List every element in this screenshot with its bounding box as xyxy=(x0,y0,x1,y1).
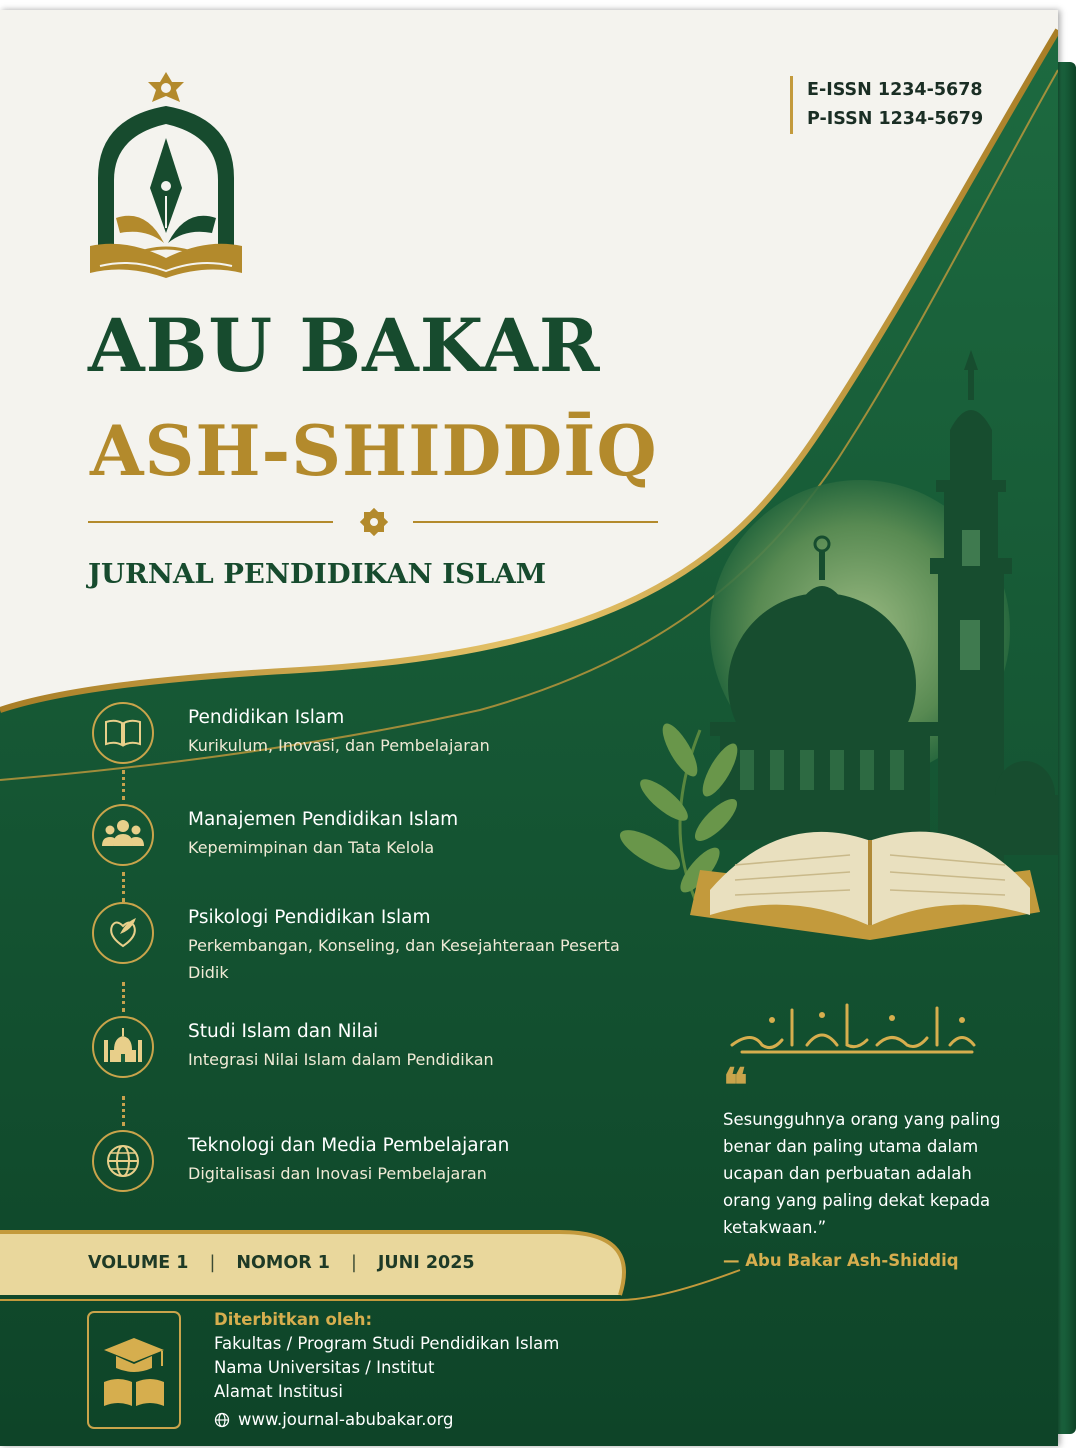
issue-number: NOMOR 1 xyxy=(236,1253,330,1273)
topic-desc: Kepemimpinan dan Tata Kelola xyxy=(188,838,435,857)
issue-date: JUNI 2025 xyxy=(377,1253,475,1273)
topic-title: Pendidikan Islam xyxy=(188,707,345,728)
publisher-address: Alamat Institusi xyxy=(214,1382,343,1401)
issn-block xyxy=(790,76,1047,134)
separator: | xyxy=(209,1253,216,1273)
quote-text: Sesungguhnya orang yang paling benar dan paling utama dalam ucapan dan perbuatan adalah orang yang paling dekat kepada ketakwaan.” xyxy=(723,1110,1001,1237)
arabic-calligraphy xyxy=(722,990,982,1060)
graduation-book-icon xyxy=(86,1310,182,1430)
globe-icon xyxy=(214,1412,230,1428)
issue-volume: VOLUME 1 xyxy=(88,1253,189,1273)
topic-connector xyxy=(122,1096,128,1126)
people-group-icon xyxy=(90,802,156,868)
open-book-icon xyxy=(90,700,156,766)
topic-title: Manajemen Pendidikan Islam xyxy=(188,809,459,830)
quote-author: — Abu Bakar Ash-Shiddiq xyxy=(723,1251,959,1270)
journal-title-line2: ASH-SHIDDĪQ xyxy=(90,411,658,492)
journal-title-line1: ABU BAKAR xyxy=(88,303,601,389)
mosque-icon xyxy=(90,1014,156,1080)
topic-title: Psikologi Pendidikan Islam xyxy=(188,907,431,928)
title-divider xyxy=(88,508,658,536)
journal-logo xyxy=(86,68,246,283)
quote-block xyxy=(723,1058,1013,1275)
p-issn: P-ISSN 1234-5679 xyxy=(807,109,984,129)
topic-desc: Kurikulum, Inovasi, dan Pembelajaran xyxy=(188,736,490,755)
publisher-faculty: Fakultas / Program Studi Pendidikan Islam xyxy=(214,1334,560,1353)
topic-title: Teknologi dan Media Pembelajaran xyxy=(188,1135,510,1156)
heart-leaf-icon xyxy=(90,900,156,966)
topic-desc: Integrasi Nilai Islam dalam Pendidikan xyxy=(188,1050,494,1069)
cover xyxy=(0,10,1058,1446)
publisher-block xyxy=(214,1308,634,1432)
publisher-website[interactable]: www.journal-abubakar.org xyxy=(238,1410,454,1429)
globe-icon xyxy=(90,1128,156,1194)
topic-connector xyxy=(122,872,128,902)
topic-connector xyxy=(122,982,128,1012)
topic-connector xyxy=(122,770,128,800)
publisher-university: Nama Universitas / Institut xyxy=(214,1358,435,1377)
topic-title: Studi Islam dan Nilai xyxy=(188,1021,379,1042)
e-issn: E-ISSN 1234-5678 xyxy=(807,80,983,100)
journal-subtitle: JURNAL PENDIDIKAN ISLAM xyxy=(88,558,547,590)
separator: | xyxy=(350,1253,357,1273)
topic-desc: Digitalisasi dan Inovasi Pembelajaran xyxy=(188,1164,487,1183)
topic-desc: Perkembangan, Konseling, dan Kesejahteraan Peserta Didik xyxy=(188,936,620,982)
quote-mark: ❝ xyxy=(723,1058,748,1112)
issue-info xyxy=(88,1248,558,1278)
publisher-label: Diterbitkan oleh: xyxy=(214,1310,373,1329)
